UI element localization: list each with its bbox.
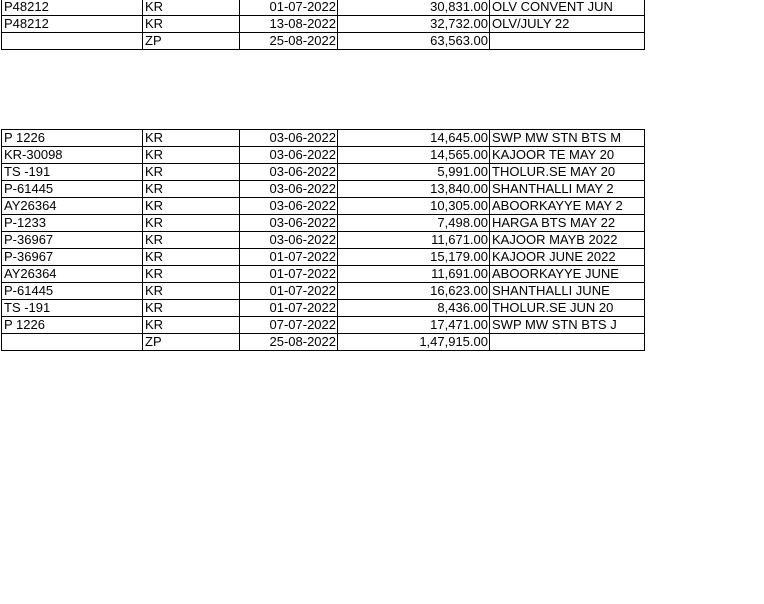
ledger-block-2 — [1, 129, 645, 351]
type-cell[interactable]: KR — [143, 130, 240, 147]
date-cell[interactable]: 01-07-2022 — [240, 300, 338, 317]
narration-cell[interactable]: THOLUR.SE JUN 20 — [490, 300, 645, 317]
code-cell[interactable]: TS -191 — [2, 164, 143, 181]
type-cell[interactable]: ZP — [143, 33, 240, 50]
amount-cell[interactable]: 13,840.00 — [338, 181, 490, 198]
code-cell[interactable] — [2, 33, 143, 50]
date-cell[interactable]: 01-07-2022 — [240, 249, 338, 266]
narration-cell[interactable]: ABOORKAYYE JUNE — [490, 266, 645, 283]
type-cell[interactable]: KR — [143, 283, 240, 300]
date-cell[interactable]: 07-07-2022 — [240, 317, 338, 334]
amount-cell[interactable]: 1,47,915.00 — [338, 334, 490, 351]
narration-cell[interactable]: KAJOOR JUNE 2022 — [490, 249, 645, 266]
date-cell[interactable]: 03-06-2022 — [240, 147, 338, 164]
narration-cell[interactable]: KAJOOR TE MAY 20 — [490, 147, 645, 164]
narration-cell[interactable]: SHANTHALLI MAY 2 — [490, 181, 645, 198]
date-cell[interactable]: 25-08-2022 — [240, 33, 338, 50]
table-row — [2, 300, 645, 317]
table-row — [2, 266, 645, 283]
amount-cell[interactable]: 11,671.00 — [338, 232, 490, 249]
table-row — [2, 283, 645, 300]
date-cell[interactable]: 01-07-2022 — [240, 266, 338, 283]
narration-cell[interactable]: SWP MW STN BTS J — [490, 317, 645, 334]
amount-cell[interactable]: 14,645.00 — [338, 130, 490, 147]
narration-cell[interactable]: OLV CONVENT JUN — [490, 0, 645, 16]
code-cell[interactable]: KR-30098 — [2, 147, 143, 164]
date-cell[interactable]: 03-06-2022 — [240, 181, 338, 198]
amount-cell[interactable]: 16,623.00 — [338, 283, 490, 300]
type-cell[interactable]: KR — [143, 16, 240, 33]
type-cell[interactable]: KR — [143, 232, 240, 249]
table-row — [2, 0, 645, 16]
table-row — [2, 33, 645, 50]
table-row — [2, 164, 645, 181]
type-cell[interactable]: KR — [143, 147, 240, 164]
date-cell[interactable]: 03-06-2022 — [240, 232, 338, 249]
date-cell[interactable]: 13-08-2022 — [240, 16, 338, 33]
ledger-block-1 — [1, 0, 645, 50]
code-cell[interactable]: TS -191 — [2, 300, 143, 317]
narration-cell[interactable]: ABOORKAYYE MAY 2 — [490, 198, 645, 215]
table-row — [2, 232, 645, 249]
table-row — [2, 181, 645, 198]
code-cell[interactable]: P-1233 — [2, 215, 143, 232]
code-cell[interactable]: AY26364 — [2, 198, 143, 215]
amount-cell[interactable]: 7,498.00 — [338, 215, 490, 232]
date-cell[interactable]: 03-06-2022 — [240, 164, 338, 181]
narration-cell[interactable]: SWP MW STN BTS M — [490, 130, 645, 147]
ledger-block-1-body — [2, 0, 645, 50]
amount-cell[interactable]: 14,565.00 — [338, 147, 490, 164]
code-cell[interactable]: P 1226 — [2, 130, 143, 147]
code-cell[interactable]: P-36967 — [2, 249, 143, 266]
date-cell[interactable]: 01-07-2022 — [240, 283, 338, 300]
narration-cell[interactable]: KAJOOR MAYB 2022 — [490, 232, 645, 249]
table-row — [2, 147, 645, 164]
code-cell[interactable]: P48212 — [2, 16, 143, 33]
table-row — [2, 334, 645, 351]
amount-cell[interactable]: 63,563.00 — [338, 33, 490, 50]
type-cell[interactable]: KR — [143, 266, 240, 283]
type-cell[interactable]: KR — [143, 0, 240, 16]
code-cell[interactable]: P48212 — [2, 0, 143, 16]
type-cell[interactable]: KR — [143, 164, 240, 181]
narration-cell[interactable]: THOLUR.SE MAY 20 — [490, 164, 645, 181]
amount-cell[interactable]: 15,179.00 — [338, 249, 490, 266]
amount-cell[interactable]: 32,732.00 — [338, 16, 490, 33]
narration-cell[interactable]: SHANTHALLI JUNE — [490, 283, 645, 300]
table-row — [2, 198, 645, 215]
type-cell[interactable]: KR — [143, 300, 240, 317]
type-cell[interactable]: KR — [143, 181, 240, 198]
amount-cell[interactable]: 17,471.00 — [338, 317, 490, 334]
date-cell[interactable]: 03-06-2022 — [240, 215, 338, 232]
date-cell[interactable]: 03-06-2022 — [240, 198, 338, 215]
code-cell[interactable]: AY26364 — [2, 266, 143, 283]
narration-cell[interactable] — [490, 33, 645, 50]
table-row — [2, 215, 645, 232]
narration-cell[interactable] — [490, 334, 645, 351]
amount-cell[interactable]: 11,691.00 — [338, 266, 490, 283]
amount-cell[interactable]: 10,305.00 — [338, 198, 490, 215]
narration-cell[interactable]: OLV/JULY 22 — [490, 16, 645, 33]
type-cell[interactable]: KR — [143, 198, 240, 215]
table-row — [2, 16, 645, 33]
amount-cell[interactable]: 5,991.00 — [338, 164, 490, 181]
code-cell[interactable]: P-36967 — [2, 232, 143, 249]
table-row — [2, 249, 645, 266]
ledger-block-2-body — [2, 130, 645, 351]
code-cell[interactable]: P-61445 — [2, 181, 143, 198]
narration-cell[interactable]: HARGA BTS MAY 22 — [490, 215, 645, 232]
type-cell[interactable]: KR — [143, 215, 240, 232]
code-cell[interactable] — [2, 334, 143, 351]
table-row — [2, 130, 645, 147]
type-cell[interactable]: ZP — [143, 334, 240, 351]
date-cell[interactable]: 01-07-2022 — [240, 0, 338, 16]
amount-cell[interactable]: 30,831.00 — [338, 0, 490, 16]
amount-cell[interactable]: 8,436.00 — [338, 300, 490, 317]
code-cell[interactable]: P-61445 — [2, 283, 143, 300]
type-cell[interactable]: KR — [143, 317, 240, 334]
type-cell[interactable]: KR — [143, 249, 240, 266]
table-row — [2, 317, 645, 334]
code-cell[interactable]: P 1226 — [2, 317, 143, 334]
date-cell[interactable]: 03-06-2022 — [240, 130, 338, 147]
date-cell[interactable]: 25-08-2022 — [240, 334, 338, 351]
